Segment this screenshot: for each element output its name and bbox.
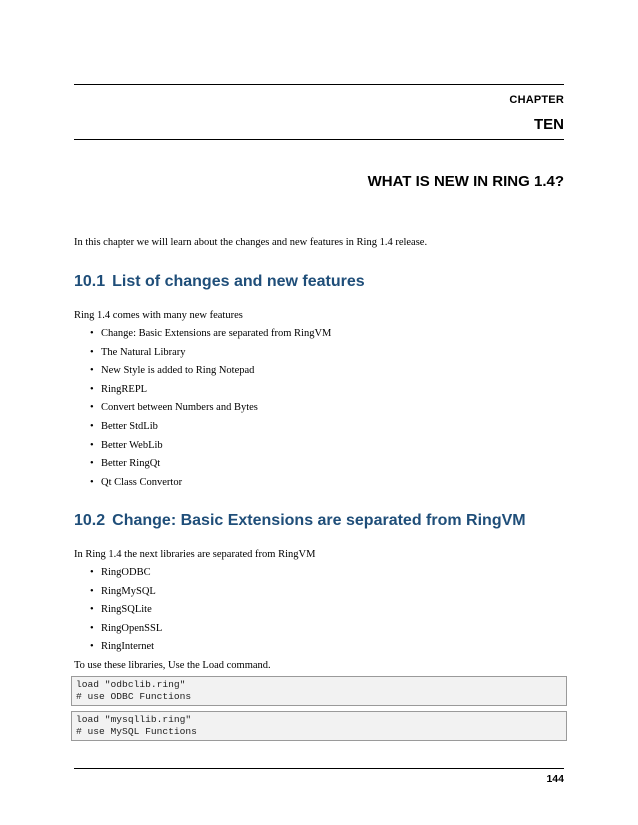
section-2-after: To use these libraries, Use the Load command. — [74, 660, 271, 671]
bullet: • — [90, 567, 94, 578]
code-block — [71, 711, 567, 741]
chapter-rule — [74, 139, 564, 140]
list-item: • New Style is added to Ring Notepad — [90, 365, 255, 377]
list-item: • Better WebLib — [90, 439, 163, 451]
code-line: # use MySQL Functions — [76, 726, 197, 737]
list-item: • The Natural Library — [90, 346, 186, 358]
footer-rule — [74, 768, 564, 769]
bullet: • — [90, 402, 94, 414]
chapter-number: TEN — [534, 116, 564, 133]
bullet: • — [90, 383, 94, 395]
page-number: 144 — [546, 773, 564, 785]
bullet: • — [90, 458, 94, 470]
code-line: load "odbclib.ring" — [76, 679, 186, 690]
chapter-title: WHAT IS NEW IN RING 1.4? — [367, 173, 564, 190]
section-1-lead: Ring 1.4 comes with many new features — [74, 310, 243, 321]
list-item: • Convert between Numbers and Bytes — [90, 402, 258, 414]
intro-paragraph: In this chapter we will learn about the changes and new features in Ring 1.4 release. — [74, 237, 428, 248]
section-heading-1 — [74, 273, 365, 291]
bullet: • — [90, 365, 94, 377]
bullet: • — [90, 439, 94, 451]
bullet: • — [90, 585, 94, 597]
libraries-list — [90, 566, 162, 659]
section-number: 10.2 — [74, 512, 106, 529]
list-item: • Better RingQt — [90, 458, 161, 470]
section-2-lead: In Ring 1.4 the next libraries are separated from RingVM — [74, 549, 316, 560]
chapter-label: CHAPTER — [509, 94, 564, 106]
bullet: • — [90, 346, 94, 358]
bullet: • — [90, 604, 94, 616]
list-item: • Change: Basic Extensions are separated from RingVM — [90, 328, 332, 339]
section-title: Change: Basic Extensions are separated from RingVM — [112, 512, 526, 529]
code-block — [71, 676, 567, 706]
bullet: • — [90, 328, 94, 339]
list-item: • RingInternet — [90, 641, 155, 653]
list-item: • Better StdLib — [90, 420, 158, 432]
features-list — [90, 327, 331, 494]
list-item: • RingODBC — [90, 567, 151, 578]
top-rule — [74, 84, 564, 85]
list-item: • Qt Class Convertor — [90, 476, 183, 488]
list-item: • RingOpenSSL — [90, 622, 163, 634]
section-heading-2 — [74, 512, 526, 530]
bullet: • — [90, 476, 94, 488]
bullet: • — [90, 420, 94, 432]
section-number: 10.1 — [74, 273, 106, 290]
bullet: • — [90, 622, 94, 634]
code-line: # use ODBC Functions — [76, 691, 192, 702]
list-item: • RingREPL — [90, 383, 148, 395]
section-title: List of changes and new features — [112, 273, 365, 290]
bullet: • — [90, 641, 94, 653]
list-item: • RingSQLite — [90, 604, 152, 616]
list-item: • RingMySQL — [90, 585, 156, 597]
code-line: load "mysqllib.ring" — [76, 714, 192, 725]
